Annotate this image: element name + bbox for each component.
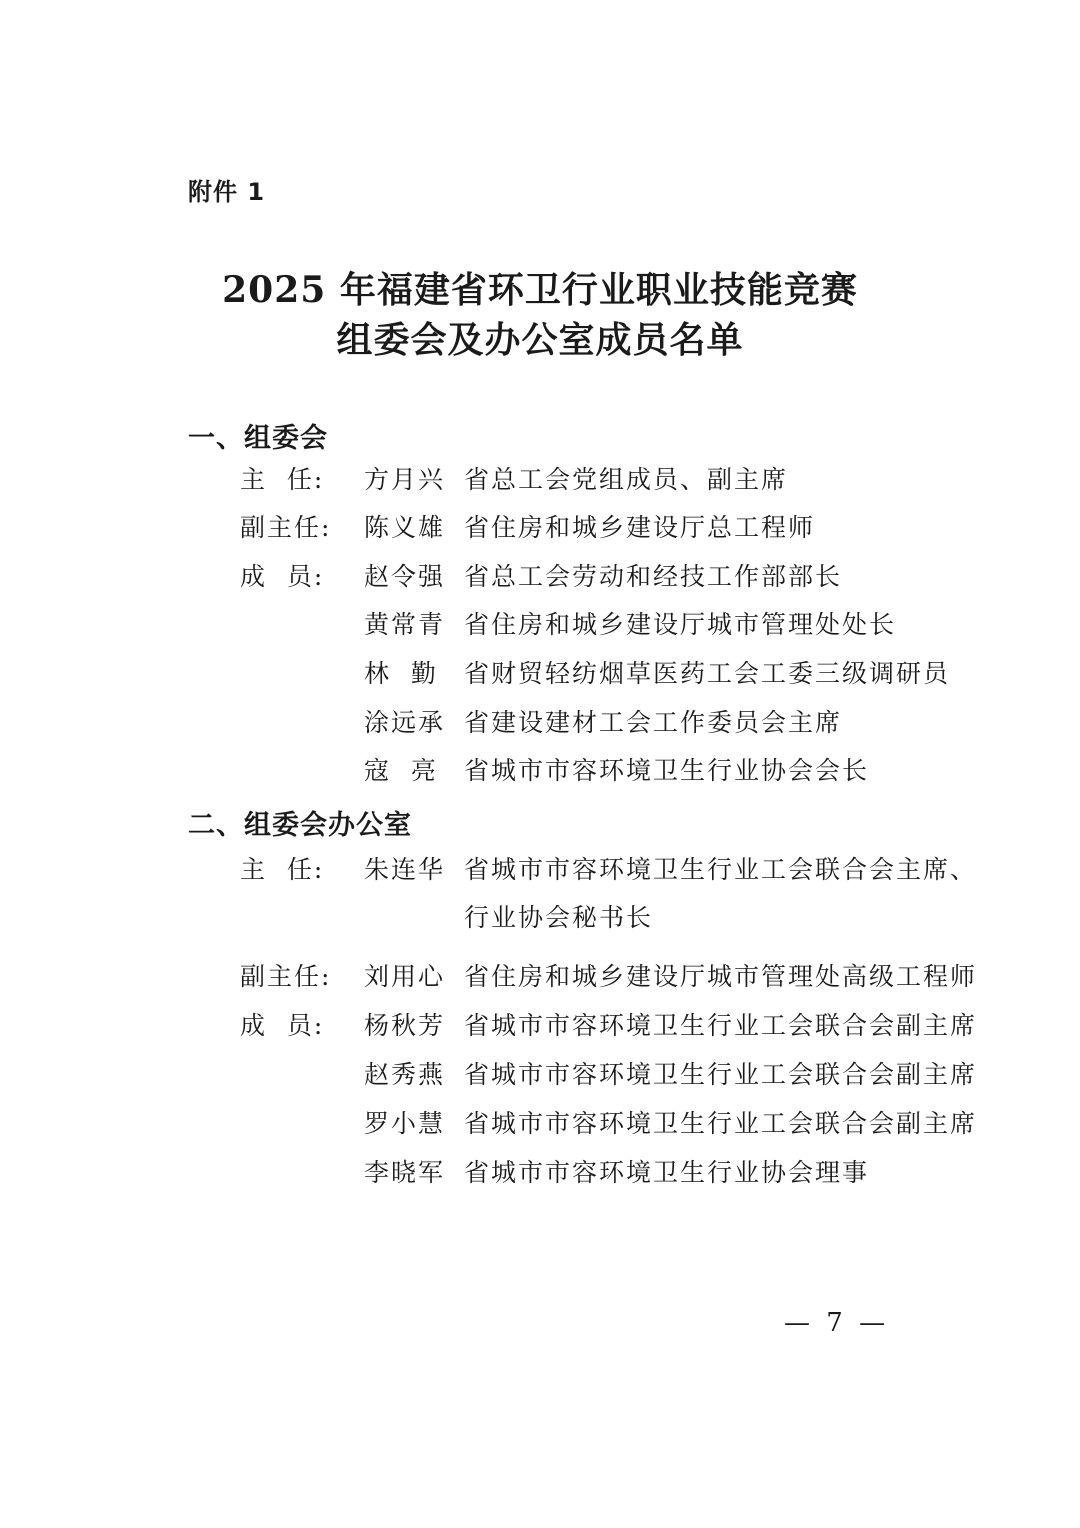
member-post: 省住房和城乡建设厅总工程师	[464, 513, 816, 542]
attachment-label: 附件 1	[188, 178, 266, 206]
member-row	[0, 751, 1080, 791]
member-row	[0, 703, 1080, 743]
member-role: 成 员:	[240, 562, 325, 591]
member-row	[0, 605, 1080, 645]
member-name: 涂远承	[364, 708, 446, 737]
page-number: — 7 —	[784, 1308, 890, 1338]
member-post: 省总工会党组成员、副主席	[464, 465, 789, 494]
member-name: 杨秋芳	[364, 1011, 446, 1040]
member-role: 成 员:	[240, 1011, 325, 1040]
member-post: 省财贸轻纺烟草医药工会工委三级调研员	[464, 659, 951, 688]
member-row	[0, 1104, 1080, 1144]
member-name: 赵秀燕	[364, 1060, 446, 1089]
member-post: 省住房和城乡建设厅城市管理处处长	[464, 610, 897, 639]
member-row	[0, 1153, 1080, 1193]
member-row	[0, 654, 1080, 694]
member-post: 省城市市容环境卫生行业协会会长	[464, 756, 870, 785]
member-name: 方月兴	[364, 465, 446, 494]
member-post: 省建设建材工会工作委员会主席	[464, 708, 843, 737]
member-name: 陈义雄	[364, 513, 446, 542]
member-name: 林 勤	[364, 659, 438, 688]
member-name: 黄常青	[364, 610, 446, 639]
member-post: 省城市市容环境卫生行业工会联合会副主席	[464, 1109, 978, 1138]
member-row	[0, 508, 1080, 548]
member-name: 罗小慧	[364, 1109, 446, 1138]
member-row	[0, 460, 1080, 500]
document-title-line2: 组委会及办公室成员名单	[336, 319, 744, 361]
member-name: 朱连华	[364, 855, 446, 884]
member-post: 省城市市容环境卫生行业工会联合会副主席	[464, 1011, 978, 1040]
member-role: 副主任:	[240, 962, 332, 991]
section-heading-committee: 一、组委会	[188, 423, 328, 454]
member-role: 副主任:	[240, 513, 332, 542]
member-row-continuation	[0, 898, 1080, 938]
member-name: 寇 亮	[364, 756, 438, 785]
member-row	[0, 1055, 1080, 1095]
member-row	[0, 850, 1080, 890]
member-post: 省城市市容环境卫生行业工会联合会副主席	[464, 1060, 978, 1089]
member-row	[0, 957, 1080, 997]
member-post: 省城市市容环境卫生行业工会联合会主席、	[464, 855, 978, 884]
section-heading-office: 二、组委会办公室	[188, 810, 412, 841]
member-name: 赵令强	[364, 562, 446, 591]
member-role: 主 任:	[240, 465, 325, 494]
member-post: 省住房和城乡建设厅城市管理处高级工程师	[464, 962, 978, 991]
document-title-line1: 2025 年福建省环卫行业职业技能竞赛	[222, 269, 858, 311]
member-name: 刘用心	[364, 962, 446, 991]
member-role: 主 任:	[240, 855, 325, 884]
member-row	[0, 557, 1080, 597]
member-row	[0, 1006, 1080, 1046]
member-post: 省总工会劳动和经技工作部部长	[464, 562, 843, 591]
member-name: 李晓军	[364, 1158, 446, 1187]
member-post-line2: 行业协会秘书长	[464, 903, 654, 932]
member-post: 省城市市容环境卫生行业协会理事	[464, 1158, 870, 1187]
